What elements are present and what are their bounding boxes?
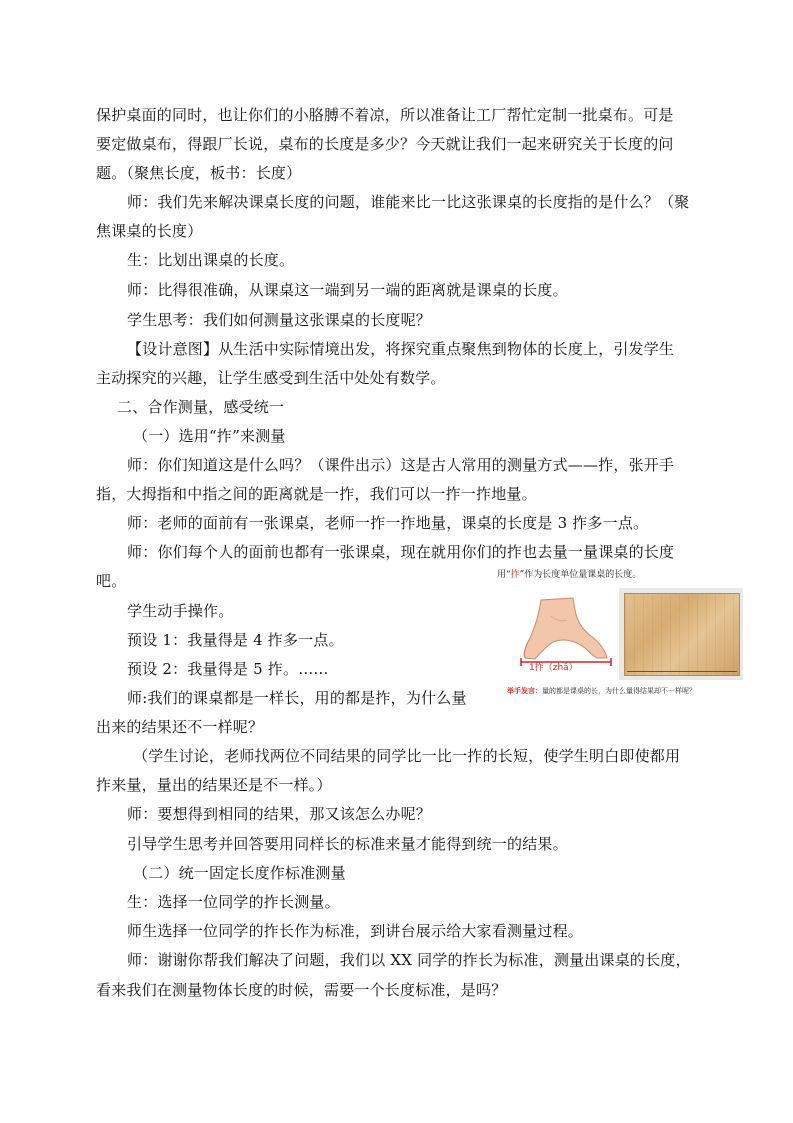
paragraph-line: 师：要想得到相同的结果，那又该怎么办呢？	[127, 805, 432, 823]
paragraph-line: 题。（聚焦长度，板书：长度）	[96, 164, 302, 182]
paragraph-line: 师：谢谢你帮我们解决了问题，我们以 XX 同学的拃长为标准，测量出课桌的长度，	[127, 951, 691, 969]
figure-question	[507, 686, 696, 696]
paragraph-line: 师:我们的课桌都是一样长，用的都是拃，为什么量	[127, 689, 467, 707]
paragraph-line: 焦课桌的长度）	[96, 222, 203, 240]
design-intent-line: 【设计意图】从生活中实际情境出发，将探究重点聚焦到物体的长度上，引发学生	[127, 340, 675, 358]
paragraph-line: 预设 1：我量得是 4 拃多一点。	[127, 631, 344, 649]
section-heading: 二、合作测量，感受统一	[117, 398, 285, 416]
paragraph-line: 看来我们在测量物体长度的时候，需要一个长度标准，是吗？	[96, 981, 507, 999]
paragraph-line: 要定做桌布，得跟厂长说，桌布的长度是多少？今天就让我们一起来研究关于长度的问	[96, 135, 674, 153]
subsection-heading: （二）统一固定长度作标准测量	[133, 864, 346, 882]
paragraph-line: 预设 2：我量得是 5 拃。……	[127, 660, 329, 678]
paragraph-line: 师：你们知道这是什么吗？（课件出示）这是古人常用的测量方式——拃，张开手	[127, 456, 675, 474]
paragraph-line: 师：比得很准确，从课桌这一端到另一端的距离就是课桌的长度。	[127, 281, 568, 299]
hand-span-icon	[511, 596, 621, 668]
desk-length-marker	[627, 671, 737, 672]
paragraph-line: 引导学生思考并回答要用同样长的标准来量才能得到统一的结果。	[127, 835, 568, 853]
wood-grain	[625, 594, 739, 675]
paragraph-line: 学生思考：我们如何测量这张课桌的长度呢？	[127, 311, 432, 329]
paragraph-line: 师：老师的面前有一张课桌，老师一拃一拃地量，课桌的长度是 3 拃多一点。	[127, 514, 649, 532]
paragraph-line: 保护桌面的同时，也让你们的小胳膊不着凉，所以准备让工厂帮忙定制一批桌布。可是	[96, 106, 674, 124]
paragraph-line: 指，大拇指和中指之间的距离就是一拃，我们可以一拃一拃地量。	[96, 485, 537, 503]
courseware-figure	[497, 566, 747, 708]
paragraph-line: 学生动手操作。	[127, 602, 234, 620]
figure-caption: 用“拃”作为长度单位量课桌的长度。	[497, 570, 642, 580]
paragraph-line: （学生讨论，老师找两位不同结果的同学比一比一拃的长短，使学生明白即使都用	[133, 747, 681, 765]
paragraph-line: 师生选择一位同学的拃长作为标准，到讲台展示给大家看测量过程。	[127, 922, 584, 940]
hand-span-image	[511, 596, 621, 668]
paragraph-line: 出来的结果还不一样呢？	[96, 718, 264, 736]
design-intent-line: 主动探究的兴趣，让学生感受到生活中处处有数学。	[96, 369, 446, 387]
question-text: 量的都是课桌的长，为什么量得结果却不一样呢？	[542, 687, 696, 695]
paragraph-line: 师：我们先来解决课桌长度的问题，谁能来比一比这张课桌的长度指的是什么？（聚	[127, 193, 690, 211]
subsection-heading: （一）选用“拃”来测量	[133, 427, 286, 445]
paragraph-line: 拃来量，量出的结果还是不一样。）	[96, 776, 332, 794]
paragraph-line: 生：比划出课桌的长度。	[127, 251, 295, 269]
desk-photo	[624, 593, 740, 676]
hand-span-label: 1拃（zhǎ）	[529, 663, 578, 673]
paragraph-line: 师：你们每个人的面前也都有一张课桌，现在就用你们的拃也去量一量课桌的长度	[127, 543, 675, 561]
paragraph-line: 生：选择一位同学的拃长测量。	[127, 893, 340, 911]
paragraph-line: 吧。	[96, 572, 127, 590]
caption-highlight: 拃	[510, 570, 520, 580]
question-label: 举手发言：	[507, 687, 542, 695]
